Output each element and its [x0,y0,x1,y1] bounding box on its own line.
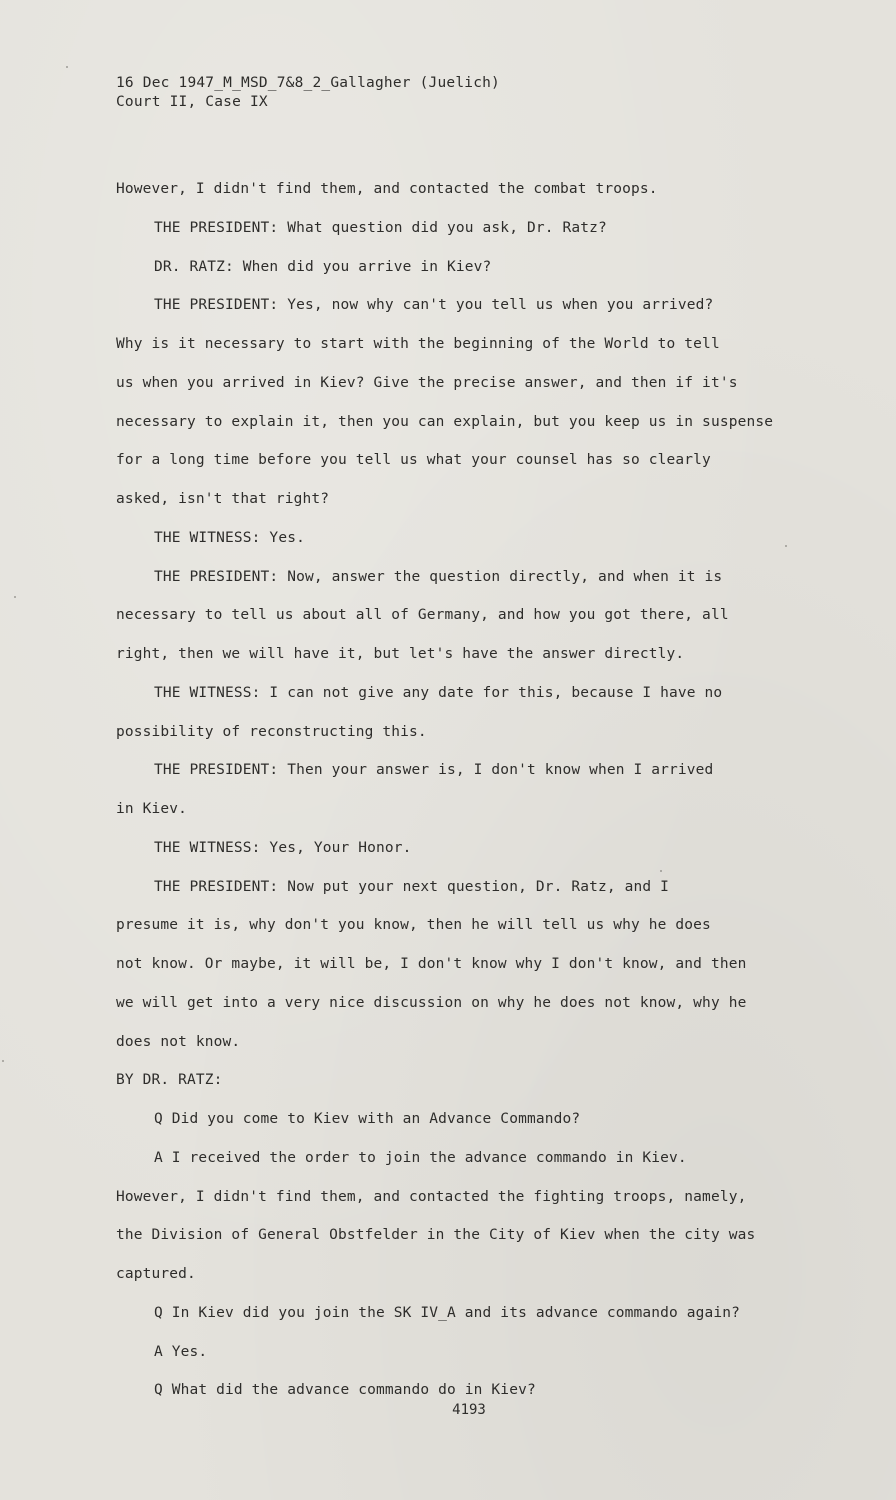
header-line-1: 16 Dec 1947_M_MSD_7&8_2_Gallagher (Juelich) [116,75,500,91]
scan-speck [660,870,662,872]
transcript-line: THE PRESIDENT: Yes, now why can't you tell us when you arrived? [154,297,714,314]
transcript-line: However, I didn't find them, and contacted the combat troops. [116,181,658,197]
header-line-2: Court II, Case IX [116,94,268,110]
transcript-line: does not know. [116,1033,241,1050]
transcript-line: possibility of reconstructing this. [116,723,427,740]
transcript-line: for a long time before you tell us what your counsel has so clearly [116,452,711,469]
transcript-line: us when you arrived in Kiev? Give the precise answer, and then if it's [116,374,738,391]
transcript-line: right, then we will have it, but let's have the answer directly. [116,646,685,662]
transcript-line: A I received the order to join the advance commando in Kiev. [154,1149,687,1166]
transcript-line: A Yes. [154,1343,208,1360]
transcript-line: THE PRESIDENT: Now put your next question, Dr. Ratz, and I [154,878,670,895]
transcript-line: presume it is, why don't you know, then he will tell us why he does [116,917,711,934]
scan-speck [66,66,68,68]
transcript-line: THE PRESIDENT: Now, answer the question directly, and when it is [154,568,723,585]
transcript-body [116,170,836,1410]
transcript-line: Q Did you come to Kiev with an Advance Commando? [154,1111,581,1127]
transcript-line: necessary to explain it, then you can explain, but you keep us in suspense [116,413,774,430]
transcript-line: DR. RATZ: When did you arrive in Kiev? [154,258,492,275]
scan-speck [785,545,787,547]
transcript-line: BY DR. RATZ: [116,1072,223,1089]
transcript-line: in Kiev. [116,801,188,817]
scan-speck [14,596,16,598]
transcript-line: we will get into a very nice discussion on why he does not know, why he [116,994,747,1011]
scan-speck [2,1060,4,1062]
transcript-line: THE PRESIDENT: What question did you ask, Dr. Ratz? [154,219,607,236]
transcript-line: necessary to tell us about all of Germany, and how you got there, all [116,607,729,624]
transcript-line: captured. [116,1266,196,1282]
transcript-line: the Division of General Obstfelder in the City of Kiev when the city was [116,1227,756,1244]
transcript-line: Q What did the advance commando do in Kiev? [154,1382,536,1399]
transcript-line: Why is it necessary to start with the beginning of the World to tell [116,336,720,352]
page-number: 4193 [452,1402,486,1418]
transcript-line: asked, isn't that right? [116,491,330,507]
transcript-line: THE WITNESS: Yes, Your Honor. [154,839,412,856]
transcript-line: not know. Or maybe, it will be, I don't know why I don't know, and then [116,956,747,972]
document-header [116,74,500,112]
transcript-line: Q In Kiev did you join the SK IV_A and its advance commando again? [154,1304,741,1321]
transcript-line: THE PRESIDENT: Then your answer is, I don't know when I arrived [154,762,714,779]
transcript-line: THE WITNESS: Yes. [154,529,305,546]
transcript-line: However, I didn't find them, and contacted the fighting troops, namely, [116,1188,747,1205]
transcript-line: THE WITNESS: I can not give any date for this, because I have no [154,684,723,701]
